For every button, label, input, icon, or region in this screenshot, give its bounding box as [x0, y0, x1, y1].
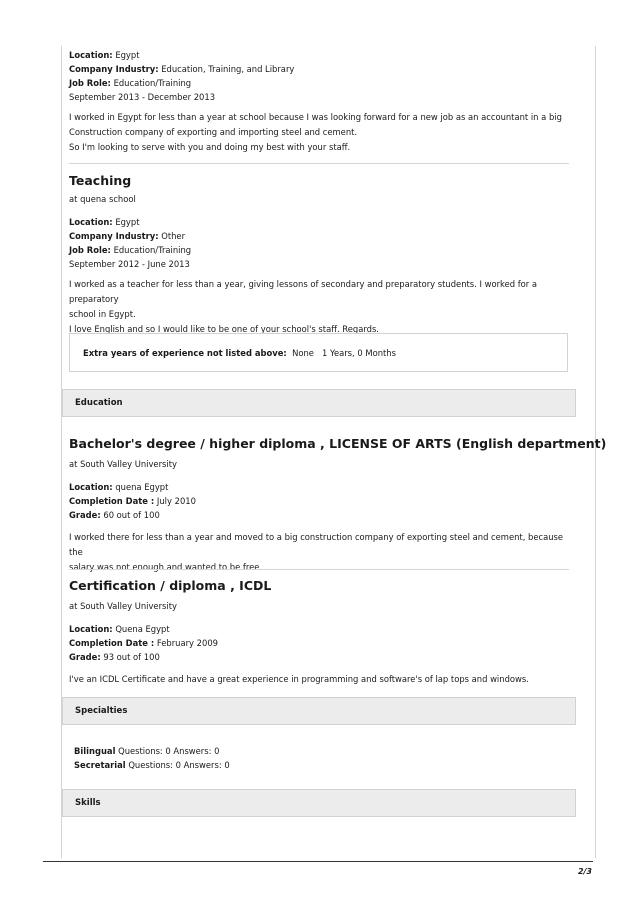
job-description: I worked as a teacher for less than a year, giving lessons of secondary and preparatory students. I worked for a preparatory school in Egypt. I love English and so I would like to be one of your school's staff. Regards.	[69, 279, 538, 334]
education-item	[69, 578, 569, 687]
specialty-item: Bilingual Questions: 0 Answers: 0	[74, 746, 220, 756]
section-title: Specialties	[75, 706, 128, 716]
separator	[69, 569, 569, 570]
footer-rule	[43, 861, 593, 862]
section-skills	[62, 789, 576, 817]
education-description: I've an ICDL Certificate and have a great experience in programming and software's of lap tops and windows.	[69, 674, 529, 684]
extra-experience: Extra years of experience not listed above: None 1 Years, 0 Months	[83, 348, 396, 358]
education-location: Location: quena Egypt	[69, 482, 169, 492]
extra-experience-box	[69, 333, 568, 372]
section-title: Education	[75, 398, 123, 408]
education-title: Bachelor's degree / higher diploma , LICENSE OF ARTS (English department)	[69, 436, 607, 451]
job-location: Location: Egypt	[69, 50, 140, 60]
section-education	[62, 389, 576, 417]
job-role: Job Role: Education/Training	[69, 245, 192, 255]
previous-job	[69, 48, 569, 155]
education-item	[69, 436, 607, 575]
education-completion: Completion Date : July 2010	[69, 496, 196, 506]
page-number: 2/3	[577, 867, 592, 876]
separator	[69, 163, 569, 164]
section-title: Skills	[75, 798, 101, 808]
education-school: at South Valley University	[69, 601, 177, 611]
job-dates: September 2013 - December 2013	[69, 92, 216, 102]
job-teaching	[69, 173, 569, 337]
job-company: at quena school	[69, 194, 136, 204]
education-title: Certification / diploma , ICDL	[69, 578, 272, 593]
job-industry: Company Industry: Other	[69, 231, 186, 241]
job-description: I worked in Egypt for less than a year at school because I was looking forward for a new job as an accountant in a big Construction company of exporting and importing steel and cement. So I'm looking to serve with you and doing my best with your staff.	[69, 112, 562, 152]
education-school: at South Valley University	[69, 459, 177, 469]
specialty-item: Secretarial Questions: 0 Answers: 0	[74, 760, 230, 770]
education-grade: Grade: 93 out of 100	[69, 652, 160, 662]
job-title: Teaching	[69, 173, 132, 188]
education-completion: Completion Date : February 2009	[69, 638, 218, 648]
job-industry: Company Industry: Education, Training, and Library	[69, 64, 295, 74]
job-role: Job Role: Education/Training	[69, 78, 192, 88]
job-location: Location: Egypt	[69, 217, 140, 227]
job-dates: September 2012 - June 2013	[69, 259, 190, 269]
education-grade: Grade: 60 out of 100	[69, 510, 160, 520]
education-description: I worked there for less than a year and moved to a big construction company of exporting steel and cement, because the salary was not enough and wanted to be free.	[69, 532, 564, 572]
specialties-list	[74, 744, 574, 772]
education-location: Location: Quena Egypt	[69, 624, 170, 634]
section-specialties	[62, 697, 576, 725]
